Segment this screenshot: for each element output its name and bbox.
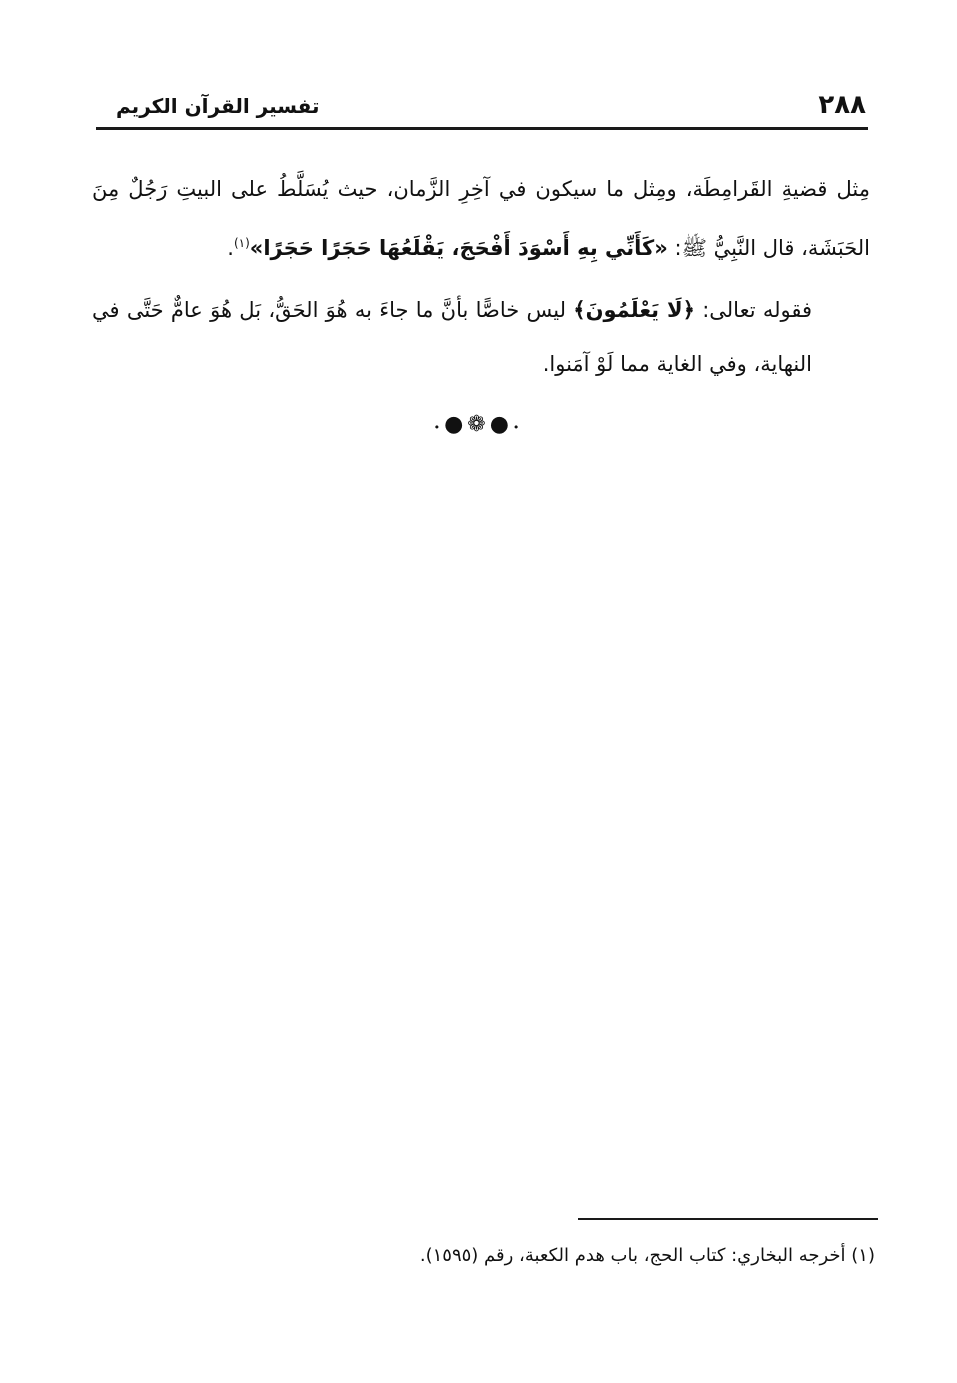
separator-dot-icon: ●: [489, 412, 513, 437]
header-rule: [96, 127, 868, 130]
separator-dot-icon: ●: [444, 412, 468, 437]
running-title: تفسير القرآن الكريم: [116, 94, 320, 118]
paragraph-2-text: ليس خاصًّا بأنَّ ما جاءَ به هُوَ الحَقُّ، بَل هُوَ عامٌّ حَتَّى في النهاية، وفي الغاية مما لَوْ آمَنوا.: [92, 298, 812, 376]
hadith-quote: «كَأَنِّي بِهِ أَسْوَدَ أَفْحَجَ، يَقْلَعُهَا حَجَرًا حَجَرًا»: [249, 236, 668, 260]
paragraph-1-end: .: [227, 236, 234, 260]
quran-quote: ﴿لَا يَعْلَمُونَ﴾: [573, 298, 695, 322]
page-header: [96, 88, 866, 128]
paragraph-2-lead: فقوله تعالى:: [694, 298, 812, 322]
paragraph-2: [92, 283, 870, 391]
footnote-rule: [578, 1218, 878, 1220]
paragraph-1: [92, 162, 870, 275]
paragraph-1-text: مِثل قضيةِ القَرامِطَة، ومِثل ما سيكون في آخِرِ الزَّمان، حيث يُسَلَّطُ على البيتِ رَجُلٌ مِنَ الحَبَشَة، قال النَّبِيُّ ﷺ:: [92, 177, 870, 260]
separator-dot-icon: •: [433, 421, 445, 434]
main-text: [92, 162, 870, 391]
section-separator: [0, 412, 957, 437]
ornament-icon: ❁: [467, 412, 490, 437]
separator-dot-icon: •: [512, 421, 524, 434]
footnote: (١) أخرجه البخاري: كتاب الحج، باب هدم الكعبة، رقم (١٥٩٥).: [419, 1245, 875, 1266]
page-number: ٢٨٨: [818, 90, 866, 120]
footnote-reference: (١): [233, 236, 250, 250]
